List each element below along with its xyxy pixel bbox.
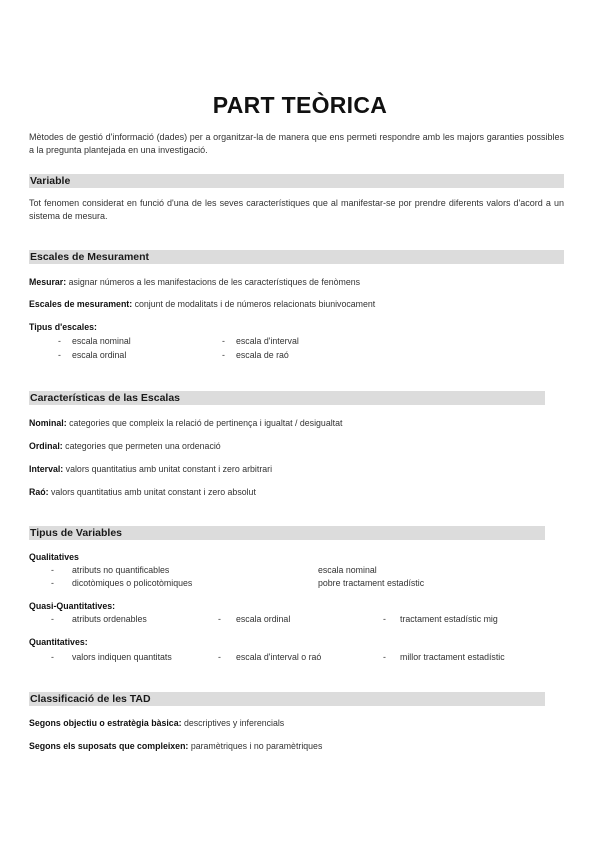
mesurar-definition: Mesurar: asignar números a les manifestacions de les característiques de fenòmens (29, 277, 361, 287)
section-heading-tad: Classificació de les TAD (29, 692, 545, 706)
list-dash: - (51, 565, 54, 575)
list-dash: - (218, 614, 221, 624)
escales-definition: Escales de mesurament: conjunt de modalitats i de números relacionats biunivocament (29, 299, 376, 309)
intro-paragraph: Mètodes de gestió d'informació (dades) per a organitzar-la de manera que ens permeti respondre amb les majors garanties possibles a la pregunta plantejada en una investigació. (29, 132, 564, 155)
list-item: escala de raó (236, 350, 289, 360)
section-heading-tipus-variables: Tipus de Variables (29, 526, 545, 540)
list-item: escala nominal (72, 336, 131, 346)
page-title: PART TEÒRICA (212, 92, 388, 118)
list-dash: - (222, 350, 225, 360)
section-heading-caracteristiques: Características de las Escalas (29, 391, 545, 405)
list-dash: - (58, 336, 61, 346)
list-item: atributs ordenables (72, 614, 147, 624)
rao-definition: Raó: valors quantitatius amb unitat constant i zero absolut (29, 487, 256, 497)
list-dash: - (383, 614, 386, 624)
list-dash: - (218, 652, 221, 662)
list-dash: - (222, 336, 225, 346)
list-item: escala d'interval o raó (236, 652, 322, 662)
list-dash: - (58, 350, 61, 360)
section-heading-variable: Variable (29, 174, 564, 188)
suposats-definition: Segons els suposats que compleixen: paramètriques i no paramètriques (29, 741, 323, 751)
list-dash: - (383, 652, 386, 662)
variable-definition: Tot fenomen considerat en funció d'una de les seves característiques que al manifestar-se por prendre diferents valors d'acord a un sistema de mesura. (29, 198, 564, 221)
list-item: millor tractament estadístic (400, 652, 505, 662)
quantitatives-label: Quantitatives: (29, 637, 88, 647)
section-heading-escales: Escales de Mesurament (29, 250, 564, 264)
nominal-definition: Nominal: categories que compleix la relació de pertinença i igualtat / desigualtat (29, 418, 343, 428)
quasi-quantitatives-label: Quasi-Quantitatives: (29, 601, 116, 611)
list-item: tractament estadístic mig (400, 614, 498, 624)
list-item: escala ordinal (236, 614, 291, 624)
tipus-escales-label: Tipus d'escales: (29, 322, 97, 332)
interval-definition: Interval: valors quantitatius amb unitat constant i zero arbitrari (29, 464, 273, 474)
list-item: atributs no quantificables (72, 565, 170, 575)
list-item: escala nominal (318, 565, 377, 575)
qualitatives-label: Qualitatives (29, 552, 79, 562)
list-item: dicotòmiques o policotòmiques (72, 578, 193, 588)
list-dash: - (51, 578, 54, 588)
list-item: pobre tractament estadístic (318, 578, 425, 588)
ordinal-definition: Ordinal: categories que permeten una ordenació (29, 441, 221, 451)
list-dash: - (51, 614, 54, 624)
list-item: escala ordinal (72, 350, 127, 360)
objectiu-definition: Segons objectiu o estratègia bàsica: descriptives y inferencials (29, 718, 285, 728)
list-dash: - (51, 652, 54, 662)
list-item: valors indiquen quantitats (72, 652, 172, 662)
list-item: escala d'interval (236, 336, 299, 346)
